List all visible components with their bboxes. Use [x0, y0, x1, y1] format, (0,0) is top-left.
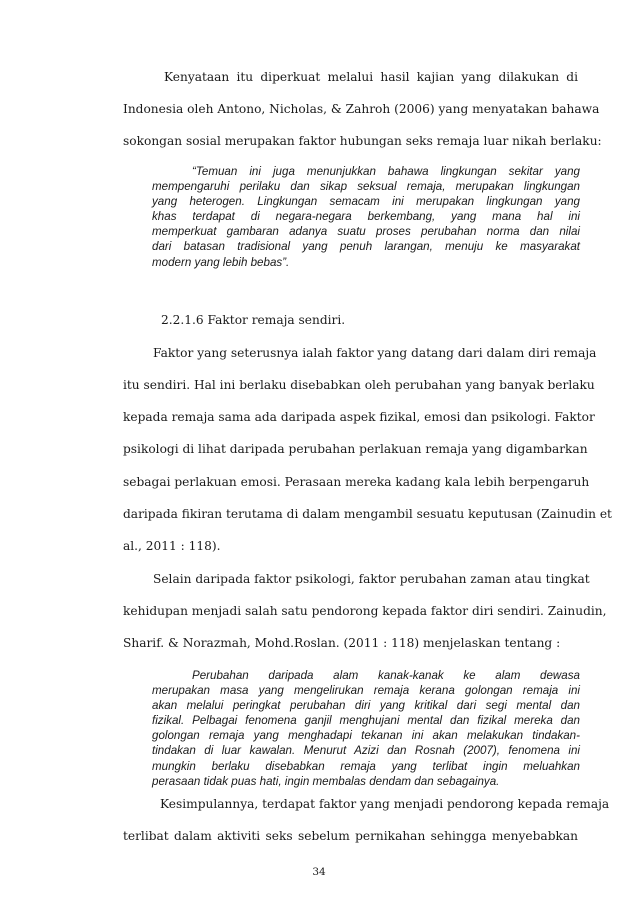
quote-line: perasaan tidak puas hati, ingin membalas dendam dan sebagainya.: [152, 774, 500, 788]
paragraph-line: itu sendiri. Hal ini berlaku disebabkan oleh perubahan yang banyak berlaku: [123, 378, 595, 392]
quote-line: mempengaruhi perilaku dan sikap seksual remaja, merupakan lingkungan: [152, 180, 580, 194]
quote-line: dari batasan tradisional yang penuh larangan, menuju ke masyarakat: [152, 240, 580, 254]
paragraph-line: psikologi di lihat daripada perubahan perlakuan remaja yang digambarkan: [123, 442, 588, 456]
quote-line: merupakan masa yang mengelirukan remaja kerana golongan remaja ini: [152, 684, 580, 698]
paragraph-line: al., 2011 : 118).: [123, 539, 221, 553]
block-quote: [152, 668, 580, 789]
paragraph-line: kepada remaja sama ada daripada aspek fizikal, emosi dan psikologi. Faktor: [123, 410, 595, 424]
quote-line: mungkin berlaku disebabkan remaja yang terlibat ingin meluahkan: [152, 759, 580, 773]
paragraph-line: Faktor yang seterusnya ialah faktor yang datang dari dalam diri remaja: [153, 346, 597, 360]
quote-line: yang heterogen. Lingkungan semacam ini merupakan lingkungan yang: [152, 195, 580, 209]
quote-line: tindakan di luar kawalan. Menurut Azizi dan Rosnah (2007), fenomena ini: [152, 744, 580, 758]
quote-line: khas terdapat di negara-negara berkembang, yang mana hal ini: [152, 210, 580, 224]
quote-line: Perubahan daripada alam kanak-kanak ke alam dewasa: [192, 669, 580, 682]
block-quote: [152, 164, 580, 270]
quote-line: akan melalui peringkat perubahan diri yang kritikal dari segi mental dan: [152, 699, 580, 713]
section-heading: 2.2.1.6 Faktor remaja sendiri.: [161, 313, 346, 327]
paragraph-line: daripada fikiran terutama di dalam mengambil sesuatu keputusan (Zainudin et: [123, 507, 612, 521]
quote-line: golongan remaja yang menghadapi tekanan ini akan melakukan tindakan-: [152, 729, 580, 743]
paragraph-line: Kesimpulannya, terdapat faktor yang menjadi pendorong kepada remaja: [160, 797, 610, 811]
quote-line: fizikal. Pelbagai fenomena ganjil menghujani mental dan fizikal mereka dan: [152, 714, 580, 728]
page-number: 34: [312, 866, 326, 878]
quote-line: modern yang lebih bebas”.: [152, 255, 290, 269]
paragraph-line: kehidupan menjadi salah satu pendorong kepada faktor diri sendiri. Zainudin,: [123, 604, 607, 618]
paragraph-line: terlibat dalam aktiviti seks sebelum pernikahan sehingga menyebabkan: [123, 829, 578, 843]
paragraph-line: sebagai perlakuan emosi. Perasaan mereka kadang kala lebih berpengaruh: [123, 475, 590, 489]
paragraph-line: sokongan sosial merupakan faktor hubungan seks remaja luar nikah berlaku:: [123, 134, 602, 148]
paragraph-line: Selain daripada faktor psikologi, faktor perubahan zaman atau tingkat: [153, 572, 590, 586]
quote-line: “Temuan ini juga menunjukkan bahawa lingkungan sekitar yang: [192, 165, 580, 178]
paragraph-line: Sharif. & Norazmah, Mohd.Roslan. (2011 : 118) menjelaskan tentang :: [123, 636, 561, 650]
paragraph-line: Indonesia oleh Antono, Nicholas, & Zahroh (2006) yang menyatakan bahawa: [123, 102, 600, 116]
paragraph-line: Kenyataan itu diperkuat melalui hasil kajian yang dilakukan di: [164, 70, 578, 84]
quote-line: memperkuat gambaran adanya suatu proses perubahan norma dan nilai: [152, 225, 580, 239]
